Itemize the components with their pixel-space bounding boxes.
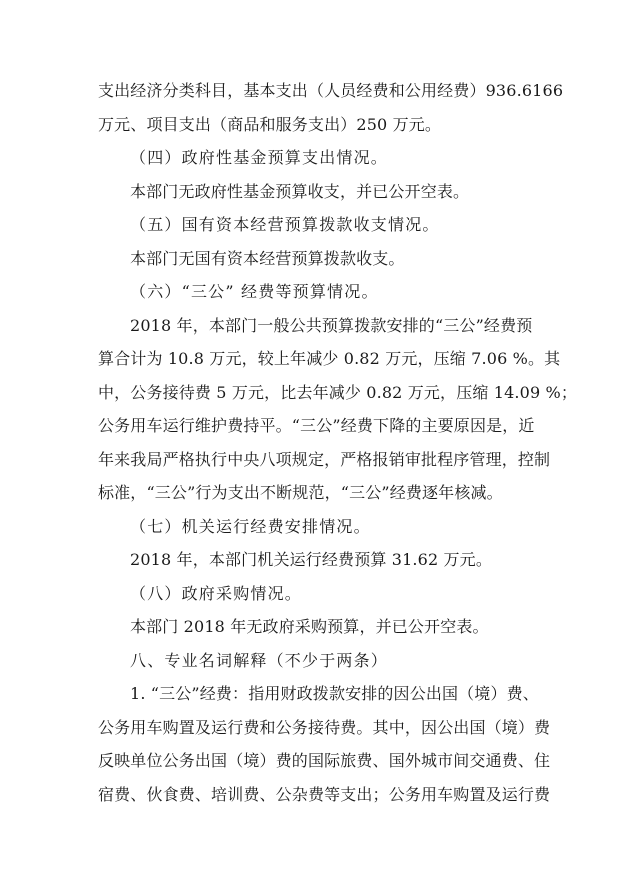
paragraph-line: 1. “三公”经费：指用财政拨款安排的因公出国（境）费、: [130, 684, 539, 703]
section-heading: （七）机关运行经费安排情况。: [130, 516, 371, 536]
section-heading: （八）政府采购情况。: [130, 583, 303, 603]
paragraph-line: 标准，“三公”行为支出不断规范，“三公”经费逐年核减。: [98, 483, 503, 502]
paragraph-line: 算合计为 10.8 万元，较上年减少 0.82 万元，压缩 7.06 %。其: [98, 349, 561, 368]
paragraph-line: 中，公务接待费 5 万元，比去年减少 0.82 万元，压缩 14.09 %；: [98, 382, 578, 402]
paragraph-line: 本部门无政府性基金预算收支，并已公开空表。: [130, 181, 470, 201]
document-body: [98, 74, 578, 811]
paragraph-line: 2018 年，本部门一般公共预算拨款安排的“三公”经费预: [130, 315, 533, 335]
paragraph-line: 年来我局严格执行中央八项规定，严格报销审批程序管理，控制: [98, 449, 551, 469]
paragraph-line: 公务用车运行维护费持平。“三公”经费下降的主要原因是，近: [98, 416, 535, 435]
section-heading: （四）政府性基金预算支出情况。: [130, 148, 389, 167]
paragraph-line: 公务用车购置及运行费和公务接待费。其中，因公出国（境）费: [98, 717, 551, 737]
section-heading: （五）国有资本经营预算拨款收支情况。: [130, 215, 440, 234]
paragraph-line: 宿费、伙食费、培训费、公杂费等支出；公务用车购置及运行费: [98, 784, 551, 804]
paragraph-line: 万元、项目支出（商品和服务支出）250 万元。: [98, 114, 442, 134]
paragraph-line: 2018 年，本部门机关运行经费预算 31.62 万元。: [130, 550, 492, 569]
paragraph-line: 支出经济分类科目，基本支出（人员经费和公用经费）936.6166: [98, 81, 564, 100]
section-heading: 八、专业名词解释（不少于两条）: [130, 650, 389, 670]
paragraph-line: 本部门 2018 年无政府采购预算，并已公开空表。: [130, 617, 489, 636]
section-heading: （六）“三公” 经费等预算情况。: [130, 282, 379, 301]
paragraph-line: 反映单位公务出国（境）费的国际旅费、国外城市间交通费、住: [98, 751, 551, 770]
paragraph-line: 本部门无国有资本经营预算拨款收支。: [130, 248, 405, 268]
